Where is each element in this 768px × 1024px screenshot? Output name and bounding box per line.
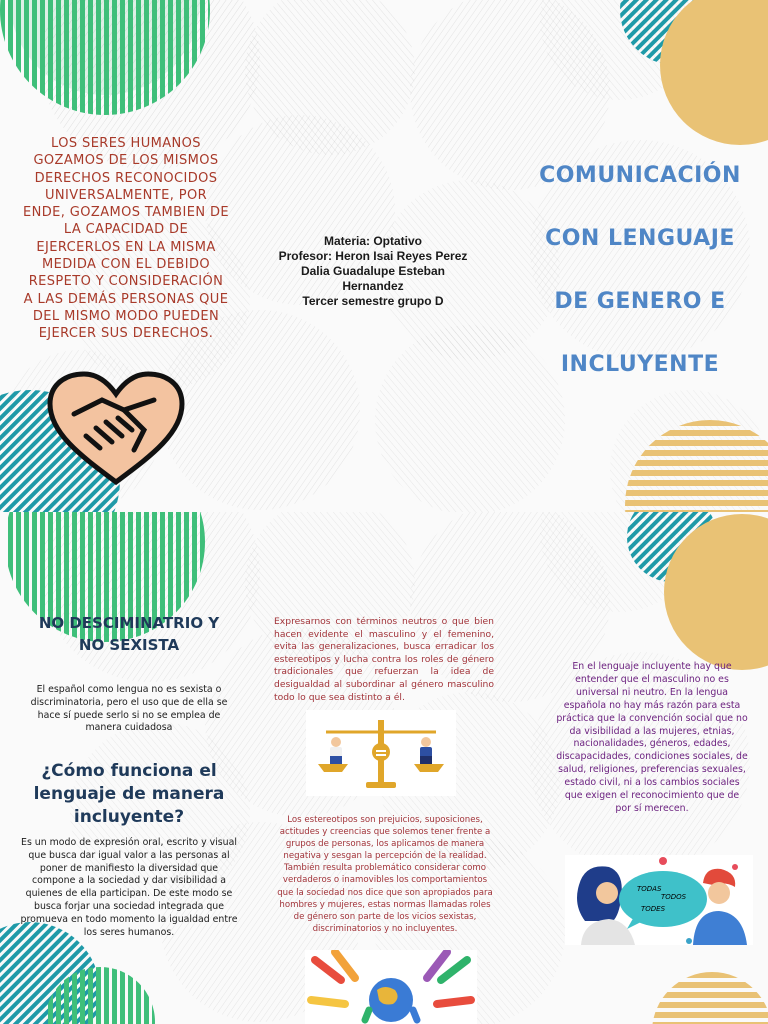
brochure-inside-panel [0,512,768,1024]
paragraph-spanish-language: El español como lengua no es sexista o discriminatoria, pero el uso que de ella se hace sí puede serlo si no se emplea de manera cuidadosa [30,684,228,734]
course-info [262,234,484,309]
paragraph-stereotypes: Los estereotipos son prejuicios, suposiciones, actitudes y creencias que solemos tener frente a grupos de personas, los aplicamos de manera negativa y sesgan la percepción de la realidad. También resulta problemático considerar como verdaderos o inamovibles los comportamientos que la sociedad nos dice que son apropiados para hombres y mujeres, estas normas llamadas roles de género son parte de los vicios sexistas, discriminatorios y no incluyentes. [277,815,493,934]
brochure-title [530,144,750,396]
subject-line: Materia: Optativo [323,234,422,248]
heading-2-line-1: ¿Cómo funciona el [41,761,217,781]
title-line-3: DE GENERO E [554,289,726,314]
title-line-2: CON LENGUAJE [545,226,735,251]
student-line-2: Hernandez [342,279,404,293]
scale-balance-icon [306,710,456,796]
heading-1-line-2: NO SEXISTA [78,636,180,654]
heading-1-line-1: NO DESCIMINATRIO Y [38,614,220,632]
heading-non-discriminatory [18,612,240,656]
title-line-4: INCLUYENTE [560,352,720,377]
title-line-1: COMUNICACIÓN [539,163,741,188]
rights-statement: LOS SERES HUMANOS GOZAMOS DE LOS MISMOS DERECHOS RECONOCIDOS UNIVERSALMENTE, POR ENDE, GOZAMOS TAMBIEN DE LA CAPACIDAD DE EJERCERLOS EN LA MISMA MEDIDA CON EL DEBIDO RESPETO Y CONSIDERACIÓN A LAS DEMÁS PERSONAS QUE DEL MISMO MODO PUEDEN EJERCER SUS DERECHOS. [22,136,230,342]
paragraph-neutral-terms: Expresarnos con términos neutros o que bien hacen evidente el masculino y el femenino, evita las generalizaciones, busca erradicar los estereotipos y lucha contra los roles de género tradicionales que refuerzan la idea de desigualdad al subordinar al género masculino todo lo que sea distinto a él. [274,616,494,703]
paragraph-masculine-not-universal: En el lenguaje incluyente hay que entender que el masculino no es universal ni neutro. En la lengua española no hay más razón para esta práctica que la convención social que no da visibilidad a las mujeres, etnias, nacionalidades, géneros, edades, discapacidades, condiciones sociales, de salud, religiones, preferencias sexuales, estado civil, ni a los cambios sociales que exigen el reconocimiento que de por sí merecen. [556,661,748,814]
speech-bubble-illustration [565,855,753,945]
hands-globe-icon [305,950,477,1024]
bubble-word-todes: TODES [641,905,666,913]
teacher-line: Profesor: Heron Isai Reyes Perez [278,249,468,263]
bubble-word-todas: TODAS [637,885,662,893]
heading-2-line-2: lenguaje de manera [33,784,225,804]
handshake-heart-icon [44,370,189,490]
group-line: Tercer semestre grupo D [302,294,444,308]
heading-2-line-3: incluyente? [73,807,185,827]
bubble-word-todos: TODOS [661,893,687,901]
heading-how-inclusive-language-works [22,760,236,829]
student-line-1: Dalia Guadalupe Esteban [300,264,446,278]
paragraph-inclusive-definition: Es un modo de expresión oral, escrito y visual que busca dar igual valor a las personas al poner de manifiesto la diversidad que compone a la sociedad y dar visibilidad a quienes de ella participan. De este modo se busca forjar una sociedad integrada que promueva en todo momento la igualdad entre los seres humanos. [20,837,238,938]
